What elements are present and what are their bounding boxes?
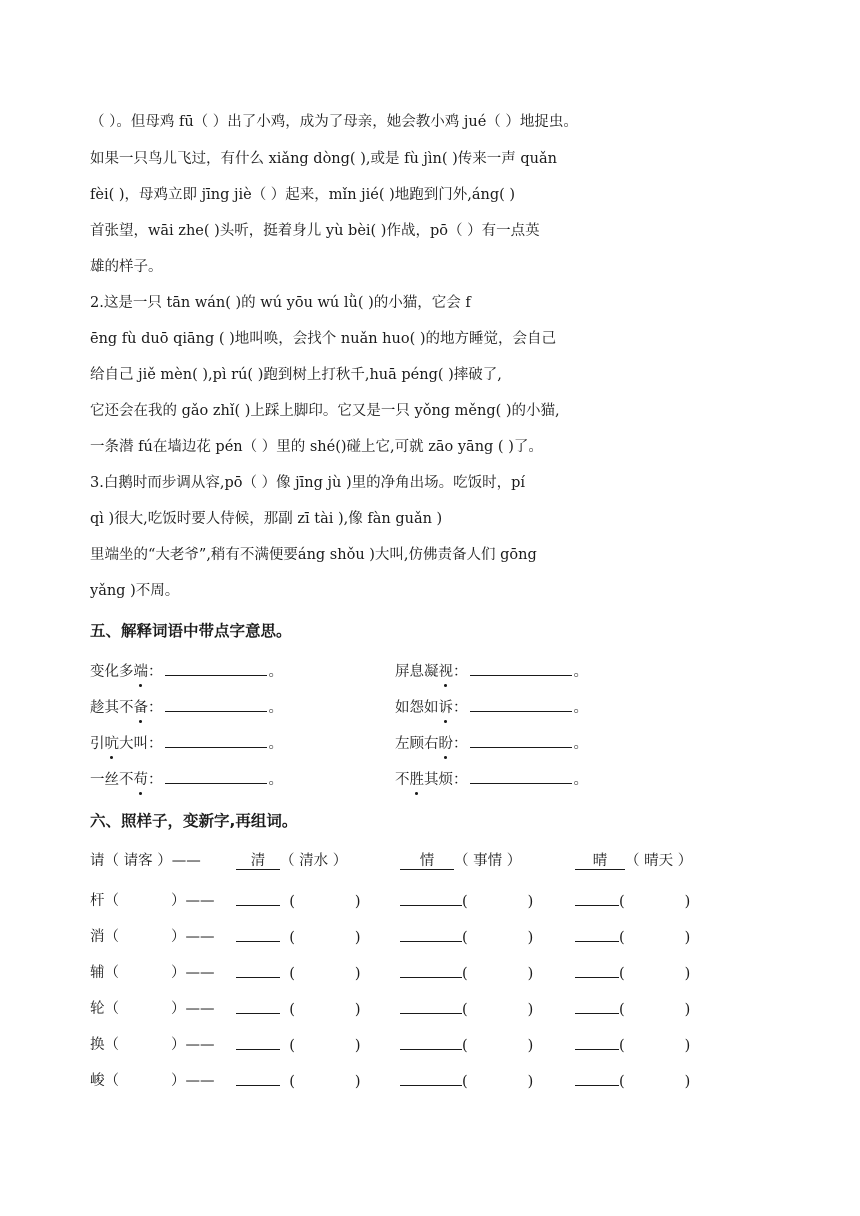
new-char-group: ( ) bbox=[400, 923, 533, 948]
para3-line: qì )很大,吃饭时要人侍候，那副 zī tài ),像 fàn guǎn ) bbox=[90, 511, 443, 527]
new-char-group: ( ) bbox=[575, 923, 690, 948]
new-char-blank[interactable] bbox=[575, 923, 619, 942]
para1-line: 如果一只鸟儿飞过，有什么 xiǎng dòng( ),或是 fù jìn( )传来一声 quǎn bbox=[90, 151, 557, 167]
answer-blank[interactable] bbox=[165, 696, 267, 712]
source-char: 轮 bbox=[90, 1001, 105, 1017]
word-blank[interactable] bbox=[119, 923, 171, 941]
example-source: 请（ 请客 ）—— bbox=[90, 853, 201, 869]
new-char-blank[interactable] bbox=[575, 995, 619, 1014]
new-char-blank[interactable] bbox=[400, 995, 462, 1014]
word-blank[interactable] bbox=[119, 1031, 171, 1049]
answer-blank[interactable] bbox=[165, 768, 267, 784]
new-word-blank[interactable] bbox=[295, 1068, 355, 1086]
new-word-blank[interactable] bbox=[625, 888, 685, 906]
answer-blank[interactable] bbox=[470, 696, 572, 712]
new-char-group: ( ) bbox=[400, 959, 533, 984]
example-new-3: 晴 （ 晴天 ） bbox=[575, 851, 692, 871]
new-char-group: ( ) bbox=[575, 995, 690, 1020]
para1-line: 雄的样子。 bbox=[90, 259, 163, 275]
new-char-blank[interactable] bbox=[400, 959, 462, 978]
new-char-group: ( ) bbox=[236, 923, 361, 948]
word-blank[interactable] bbox=[119, 1067, 171, 1085]
new-char-group: ( ) bbox=[575, 1031, 690, 1056]
answer-blank[interactable] bbox=[165, 660, 267, 676]
new-word-blank[interactable] bbox=[295, 960, 355, 978]
new-word-blank[interactable] bbox=[295, 888, 355, 906]
new-char-group: ( ) bbox=[236, 887, 361, 912]
new-word-blank[interactable] bbox=[625, 924, 685, 942]
new-word-blank[interactable] bbox=[468, 996, 528, 1014]
section6-title: 六、照样子，变新字,再组词。 bbox=[90, 812, 298, 830]
word-blank[interactable] bbox=[119, 959, 171, 977]
new-word-blank[interactable] bbox=[625, 960, 685, 978]
new-char-blank[interactable] bbox=[236, 887, 280, 906]
new-char-group: ( ) bbox=[400, 995, 533, 1020]
new-char-blank[interactable] bbox=[236, 959, 280, 978]
new-char-blank[interactable] bbox=[400, 1031, 462, 1050]
term-item: 一丝不苟： 。 bbox=[90, 768, 283, 790]
new-word-blank[interactable] bbox=[468, 960, 528, 978]
term-item: 不胜其烦： 。 bbox=[395, 768, 588, 790]
exercise-source: 轮（ ）—— bbox=[90, 995, 215, 1019]
new-char-blank[interactable] bbox=[236, 1031, 280, 1050]
new-char-group: ( ) bbox=[236, 1031, 361, 1056]
section5-title: 五、解释词语中带点字意思。 bbox=[90, 622, 292, 640]
new-word-blank[interactable] bbox=[468, 1032, 528, 1050]
para3-line: yǎng )不周。 bbox=[90, 583, 180, 599]
new-word-blank[interactable] bbox=[625, 996, 685, 1014]
new-char-group: ( ) bbox=[575, 887, 690, 912]
para2-line: ēng fù duō qiāng ( )地叫唤，会找个 nuǎn huo( )的地方睡觉，会自己 bbox=[90, 331, 557, 347]
para2-line: 一条潜 fú在墙边花 pén（ ）里的 shé()碰上它,可就 zāo yāng ( )了。 bbox=[90, 439, 543, 455]
new-char-blank[interactable] bbox=[400, 887, 462, 906]
new-char-group: ( ) bbox=[236, 995, 361, 1020]
source-char: 消 bbox=[90, 929, 105, 945]
para3-line: 3.白鹅时而步调从容,pō（ ）像 jīng jù )里的净角出场。吃饭时，pí bbox=[90, 475, 526, 491]
new-char-blank[interactable] bbox=[575, 959, 619, 978]
new-char-blank[interactable] bbox=[400, 1067, 462, 1086]
new-char-group: ( ) bbox=[236, 1067, 361, 1092]
para2-line: 它还会在我的 gǎo zhǐ( )上踩上脚印。它又是一只 yǒng měng( )的小猫, bbox=[90, 403, 560, 419]
term-item: 屏息凝视： 。 bbox=[395, 660, 588, 682]
new-word-blank[interactable] bbox=[625, 1068, 685, 1086]
new-char-group: ( ) bbox=[400, 1067, 533, 1092]
new-char-group: ( ) bbox=[400, 887, 533, 912]
new-char-blank[interactable] bbox=[236, 1067, 280, 1086]
new-char-group: ( ) bbox=[575, 959, 690, 984]
term-item: 变化多端： 。 bbox=[90, 660, 283, 682]
new-char-blank[interactable] bbox=[575, 1031, 619, 1050]
answer-blank[interactable] bbox=[470, 732, 572, 748]
exercise-source: 杆（ ）—— bbox=[90, 887, 215, 911]
term-item: 如怨如诉： 。 bbox=[395, 696, 588, 718]
para1-line: fèi( )，母鸡立即 jīng jiè（ ）起来，mǐn jié( )地跑到门外,áng( ) bbox=[90, 187, 516, 203]
new-char-blank[interactable] bbox=[400, 923, 462, 942]
para1-line: （ ）。但母鸡 fū（ ）出了小鸡，成为了母亲，她会教小鸡 jué（ ）地捉虫。 bbox=[90, 114, 578, 130]
example-new-1: 清 （ 清水 ） bbox=[236, 851, 347, 871]
new-word-blank[interactable] bbox=[468, 888, 528, 906]
source-char: 峻 bbox=[90, 1073, 105, 1089]
source-char: 杆 bbox=[90, 893, 105, 909]
new-word-blank[interactable] bbox=[295, 1032, 355, 1050]
new-char-group: ( ) bbox=[400, 1031, 533, 1056]
new-char-blank[interactable] bbox=[575, 1067, 619, 1086]
new-char-group: ( ) bbox=[236, 959, 361, 984]
exercise-source: 消（ ）—— bbox=[90, 923, 215, 947]
source-char: 换 bbox=[90, 1037, 105, 1053]
exercise-source: 辅（ ）—— bbox=[90, 959, 215, 983]
new-char-group: ( ) bbox=[575, 1067, 690, 1092]
new-word-blank[interactable] bbox=[625, 1032, 685, 1050]
answer-blank[interactable] bbox=[165, 732, 267, 748]
answer-blank[interactable] bbox=[470, 660, 572, 676]
new-word-blank[interactable] bbox=[295, 996, 355, 1014]
new-word-blank[interactable] bbox=[468, 1068, 528, 1086]
para2-line: 给自己 jiě mèn( ),pì rú( )跑到树上打秋千,huā péng( )摔破了, bbox=[90, 367, 502, 383]
term-item: 引吭大叫： 。 bbox=[90, 732, 283, 754]
new-char-blank[interactable] bbox=[236, 923, 280, 942]
para2-line: 2.这是一只 tān wán( )的 wú yōu wú lǜ( )的小猫，它会 f bbox=[90, 295, 471, 311]
example-new-2: 情 （ 事情 ） bbox=[400, 851, 521, 871]
para3-line: 里端坐的“大老爷”,稍有不满便要áng shǒu )大叫,仿佛责备人们 gōng bbox=[90, 547, 537, 563]
para1-line: 首张望，wāi zhe( )头听，挺着身儿 yù bèi( )作战，pō（ ）有一点英 bbox=[90, 223, 540, 239]
term-item: 左顾右盼： 。 bbox=[395, 732, 588, 754]
exercise-source: 换（ ）—— bbox=[90, 1031, 215, 1055]
answer-blank[interactable] bbox=[470, 768, 572, 784]
new-char-blank[interactable] bbox=[575, 887, 619, 906]
new-char-blank[interactable] bbox=[236, 995, 280, 1014]
source-char: 辅 bbox=[90, 965, 105, 981]
exercise-source: 峻（ ）—— bbox=[90, 1067, 215, 1091]
word-blank[interactable] bbox=[119, 887, 171, 905]
word-blank[interactable] bbox=[119, 995, 171, 1013]
term-item: 趁其不备： 。 bbox=[90, 696, 283, 718]
new-word-blank[interactable] bbox=[468, 924, 528, 942]
new-word-blank[interactable] bbox=[295, 924, 355, 942]
